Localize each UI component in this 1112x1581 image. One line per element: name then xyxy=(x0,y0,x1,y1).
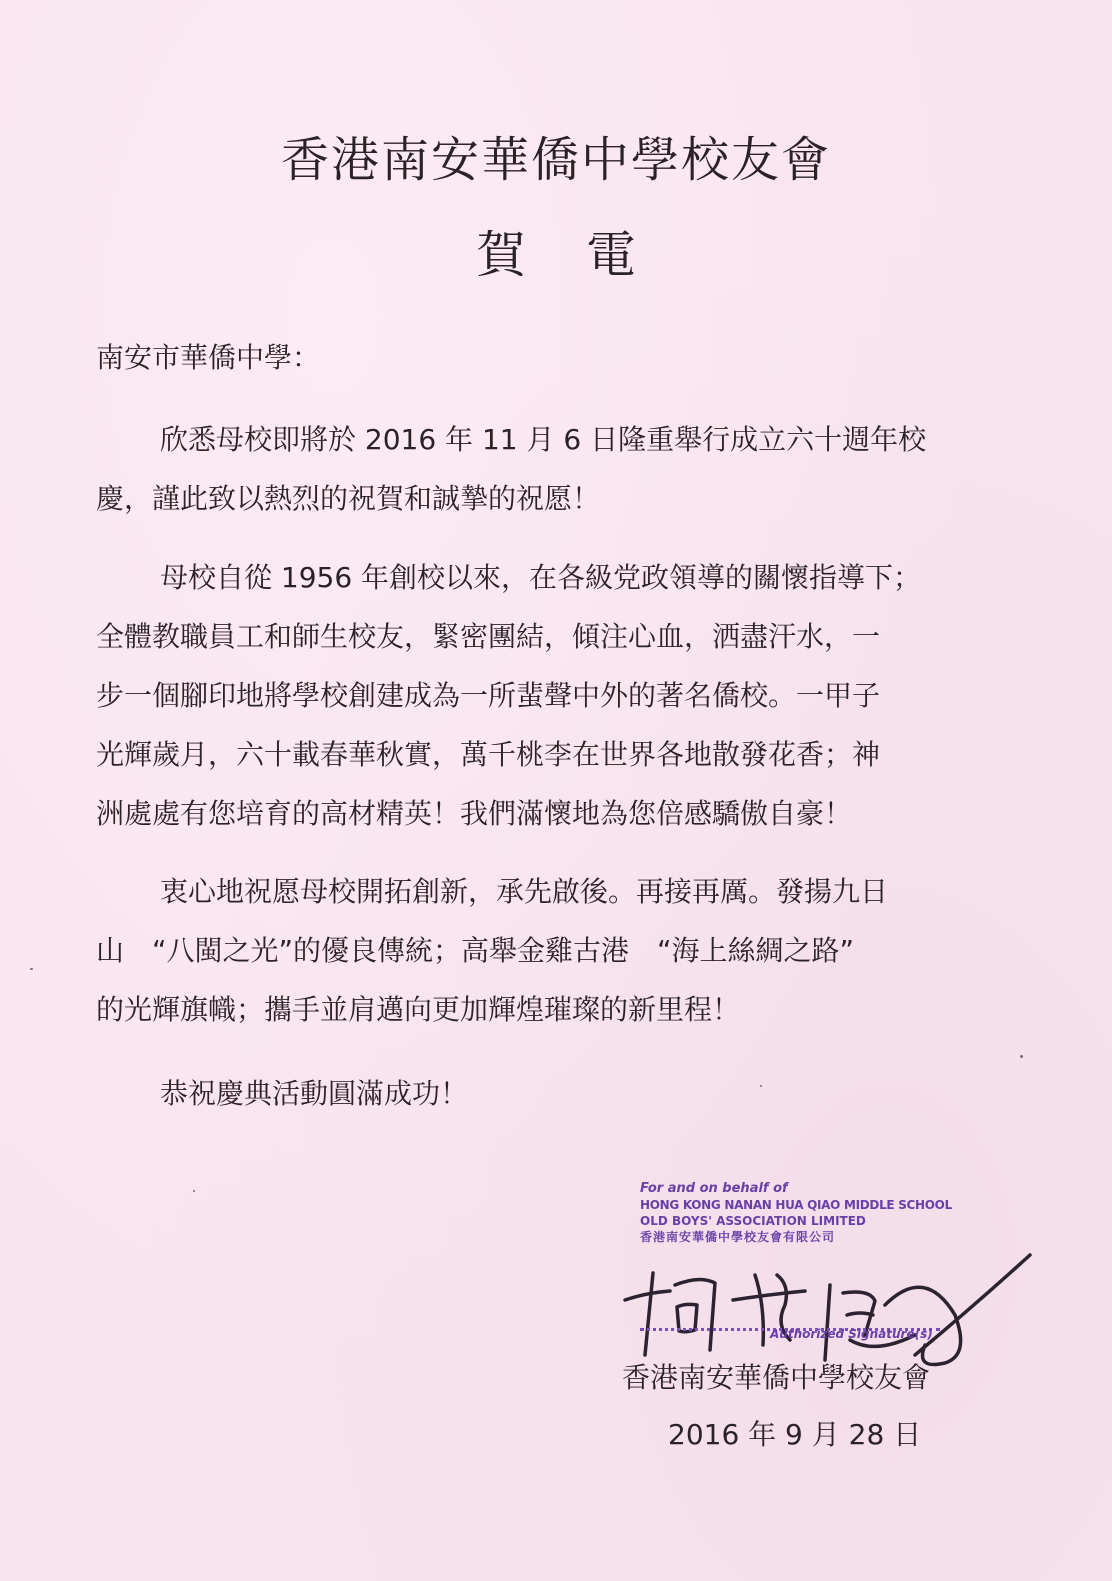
letter-title: 香港南安華僑中學校友會 xyxy=(280,132,831,188)
stamp-line: OLD BOYS' ASSOCIATION LIMITED xyxy=(640,1214,866,1228)
paper-speck xyxy=(760,1085,762,1087)
paper-speck xyxy=(193,1190,195,1192)
paragraph-line: 全體教職員工和師生校友，緊密團結，傾注心血，洒盡汗水，一 xyxy=(96,620,881,653)
stamp-line: HONG KONG NANAN HUA QIAO MIDDLE SCHOOL xyxy=(640,1198,952,1212)
paragraph-3 xyxy=(96,862,1021,1039)
paragraph-line: 衷心地祝愿母校開拓創新，承先啟後。再接再厲。發揚九日 xyxy=(160,875,889,908)
paragraph-2 xyxy=(96,548,1021,843)
signoff-organization: 香港南安華僑中學校友會 xyxy=(622,1361,931,1394)
paragraph-4 xyxy=(96,1064,1021,1123)
paper-speck xyxy=(30,968,33,970)
signoff-date: 2016 年 9 月 28 日 xyxy=(668,1418,922,1451)
paragraph-line: 恭祝慶典活動圓滿成功！ xyxy=(160,1077,469,1110)
handwritten-signature-icon xyxy=(615,1245,1045,1375)
stamp-line: For and on behalf of xyxy=(640,1181,788,1196)
paper-speck xyxy=(1020,1055,1023,1058)
paragraph-line: 慶，謹此致以熱烈的祝賀和誠摯的祝愿！ xyxy=(96,482,601,515)
company-stamp xyxy=(640,1180,960,1245)
letter-subtitle: 賀電 xyxy=(476,226,696,284)
stamp-line: 香港南安華僑中學校友會有限公司 xyxy=(640,1230,836,1244)
paragraph-line: 洲處處有您培育的高材精英！我們滿懷地為您倍感驕傲自豪！ xyxy=(96,797,853,830)
paragraph-line: 步一個腳印地將學校創建成為一所蜚聲中外的著名僑校。一甲子 xyxy=(96,679,881,712)
paragraph-line: 光輝歲月，六十載春華秋實，萬千桃李在世界各地散發花香；神 xyxy=(96,738,881,771)
paragraph-line: 母校自從 1956 年創校以來，在各級党政領導的關懷指導下； xyxy=(160,561,922,594)
authorized-signature-label: Authorized Signature(s) xyxy=(770,1327,933,1341)
paragraph-line: 山 “八閩之光”的優良傳統；高舉金雞古港 “海上絲綢之路” xyxy=(96,934,855,967)
salutation: 南安市華僑中學： xyxy=(96,341,321,374)
paragraph-1 xyxy=(96,410,1021,528)
paragraph-line: 欣悉母校即將於 2016 年 11 月 6 日隆重舉行成立六十週年校 xyxy=(160,423,927,456)
paragraph-line: 的光輝旗幟；攜手並肩邁向更加輝煌璀璨的新里程！ xyxy=(96,993,741,1026)
